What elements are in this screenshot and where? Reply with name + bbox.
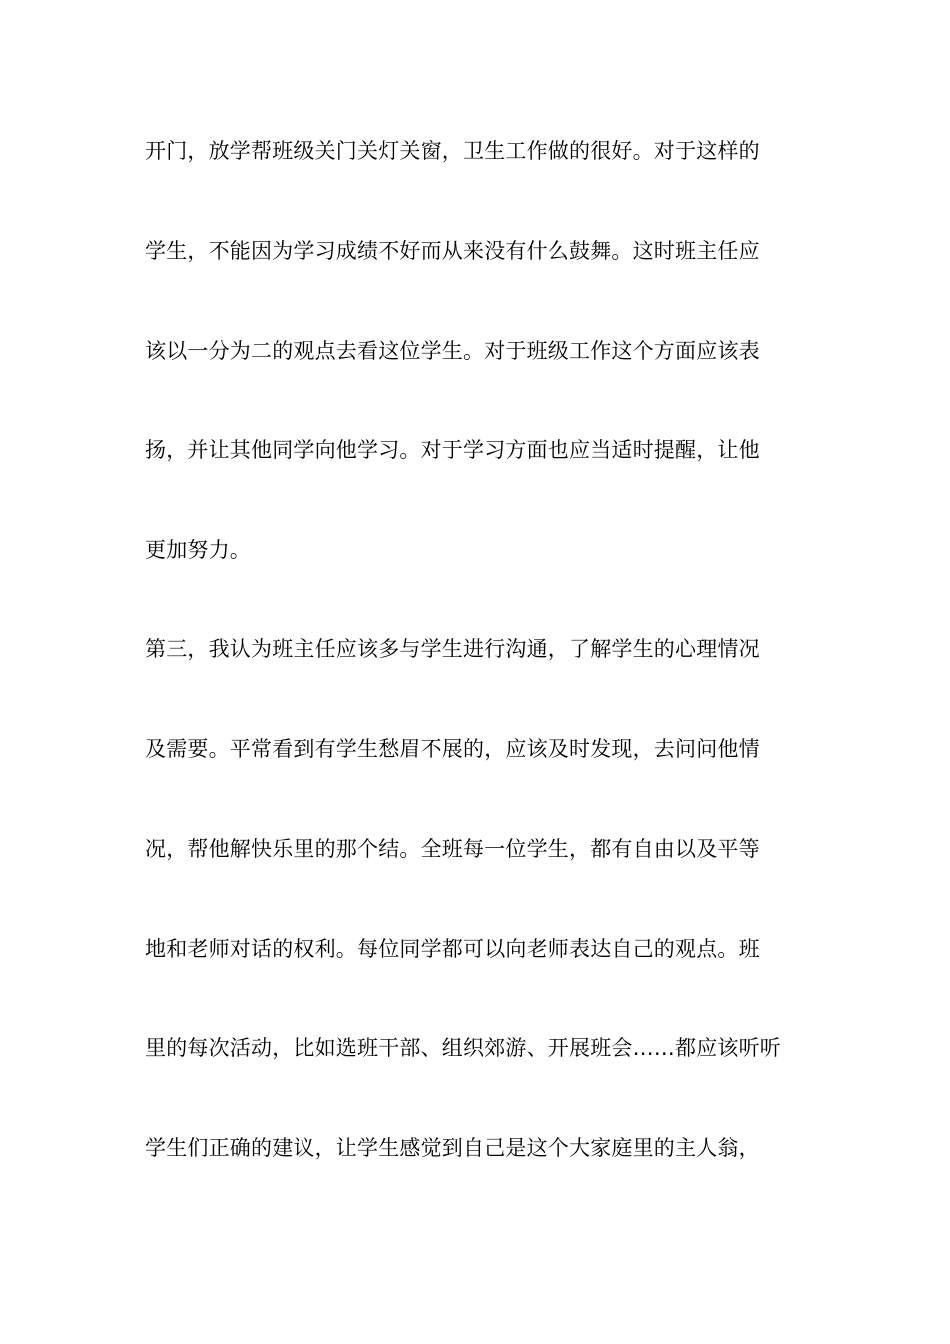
text-line: 更加努力。 (145, 538, 251, 562)
text-line: 况，帮他解快乐里的那个结。全班每一位学生，都有自由以及平等 (145, 837, 760, 861)
text-line: 开门，放学帮班级关门关灯关窗，卫生工作做的很好。对于这样的 (145, 139, 760, 163)
text-line: 学生，不能因为学习成绩不好而从来没有什么鼓舞。这时班主任应 (145, 239, 760, 263)
text-line: 及需要。平常看到有学生愁眉不展的，应该及时发现，去问问他情 (145, 737, 760, 761)
text-line: 扬，并让其他同学向他学习。对于学习方面也应当适时提醒，让他 (145, 438, 760, 462)
text-line: 里的每次活动，比如选班干部、组织郊游、开展班会……都应该听听 (145, 1036, 781, 1060)
text-line: 该以一分为二的观点去看这位学生。对于班级工作这个方面应该表 (145, 339, 760, 363)
text-line: 第三，我认为班主任应该多与学生进行沟通，了解学生的心理情况 (145, 637, 760, 661)
text-line: 地和老师对话的权利。每位同学都可以向老师表达自己的观点。班 (145, 937, 760, 961)
text-line: 学生们正确的建议，让学生感觉到自己是这个大家庭里的主人翁， (145, 1136, 760, 1160)
